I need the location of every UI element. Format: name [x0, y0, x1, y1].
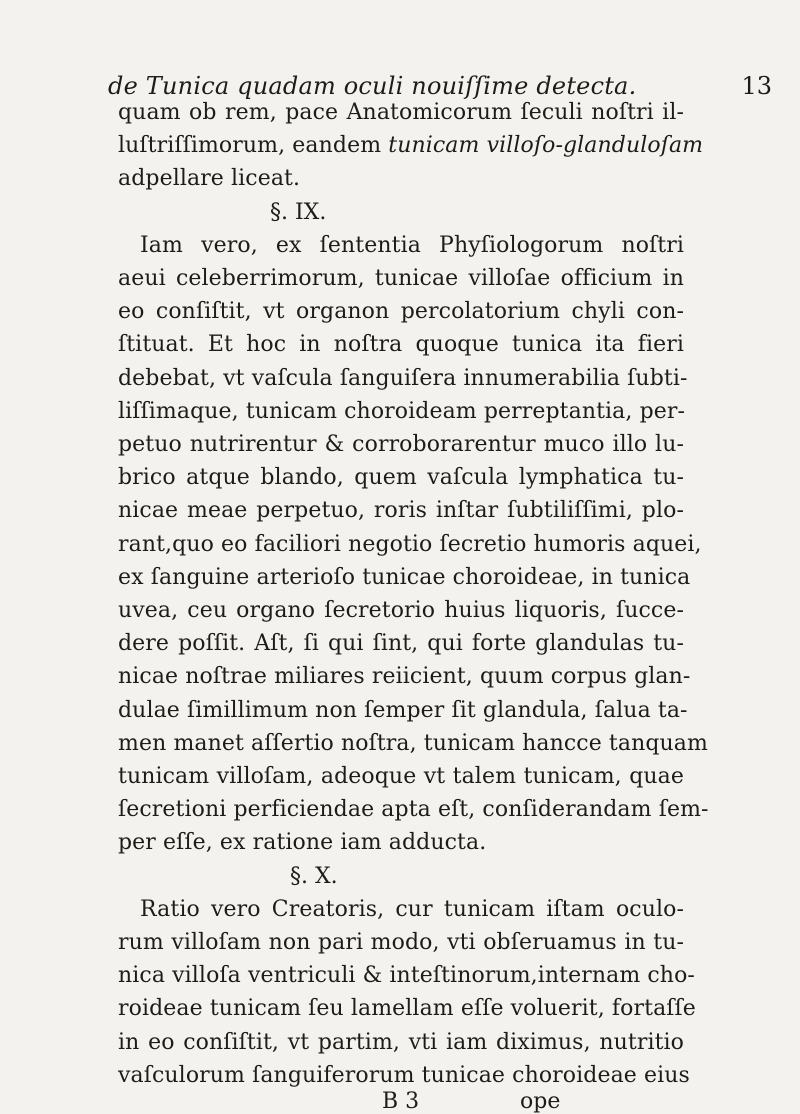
text-line: brico atque blando, quem vaſcula lymphatica tu-: [118, 465, 684, 490]
text-line: debebat, vt vaſcula ſanguiſera innumerabilia ſubti-: [118, 366, 688, 391]
text-line: roideae tunicam ſeu lamellam eſſe voluerit, fortaſſe: [118, 996, 696, 1021]
text-line: ſtituat. Et hoc in noſtra quoque tunica ita fieri: [118, 332, 684, 357]
text-line: vaſculorum ſanguiferorum tunicae choroideae eius: [118, 1063, 690, 1088]
signature-mark: B 3: [382, 1089, 420, 1114]
text-line: dulae ſimillimum non ſemper ſit glandula, ſalua ta-: [118, 698, 688, 723]
text-line: Iam vero, ex ſententia Phyſiologorum noſtri: [140, 233, 684, 258]
text-line: uvea, ceu organo ſecretorio huius liquoris, ſucce-: [118, 598, 684, 623]
catchword: ope: [520, 1089, 561, 1114]
text-line: per eſſe, ex ratione iam adducta.: [118, 830, 487, 855]
running-title: de Tunica quadam oculi nouiſſime detecta.: [108, 72, 637, 100]
text-line: tunicam villoſam, adeoque vt talem tunicam, quae: [118, 764, 684, 789]
text-line: rum villoſam non pari modo, vti obſeruamus in tu-: [118, 930, 684, 955]
text-line: rant,quo eo faciliori negotio ſecretio humoris aquei,: [118, 532, 702, 557]
text-line: nica villoſa ventriculi & inteſtinorum,internam cho-: [118, 963, 695, 988]
text-line: quam ob rem, pace Anatomicorum ſeculi noſtri il-: [118, 100, 684, 125]
text-line: in eo conſiſtit, vt partim, vti iam diximus, nutritio: [118, 1030, 684, 1055]
text-line: petuo nutrirentur & corroborarentur muco illo lu-: [118, 432, 684, 457]
section-heading: §. IX.: [270, 200, 327, 225]
text-line: [118, 130, 703, 162]
text-line: ſecretioni perficiendae apta eſt, conſiderandam ſem-: [118, 797, 709, 822]
text-run: luſtriſſimorum, eandem: [118, 133, 389, 158]
text-line: dere poſſit. Aſt, ſi qui ſint, qui forte glandulas tu-: [118, 631, 684, 656]
text-line: liſſimaque, tunicam choroideam perreptantia, per-: [118, 399, 686, 424]
text-line: men manet aſſertio noſtra, tunicam hancce tanquam: [118, 731, 708, 756]
text-line: eo conſiſtit, vt organon percolatorium chyli con-: [118, 299, 684, 324]
text-line: nicae noſtrae miliares reiicient, quum corpus glan-: [118, 664, 691, 689]
text-line: nicae meae perpetuo, roris inſtar ſubtiliſſimi, plo-: [118, 498, 684, 523]
page-number: 13: [741, 72, 772, 100]
text-line: ex ſanguine arterioſo tunicae choroideae, in tunica: [118, 565, 691, 590]
italic-term: tunicam villoſo-glanduloſam: [388, 133, 704, 158]
text-line: adpellare liceat.: [118, 166, 301, 191]
text-line: Ratio vero Creatoris, cur tunicam iſtam oculo-: [140, 897, 684, 922]
section-heading: §. X.: [290, 864, 338, 889]
text-line: aeui celeberrimorum, tunicae villoſae officium in: [118, 266, 684, 291]
